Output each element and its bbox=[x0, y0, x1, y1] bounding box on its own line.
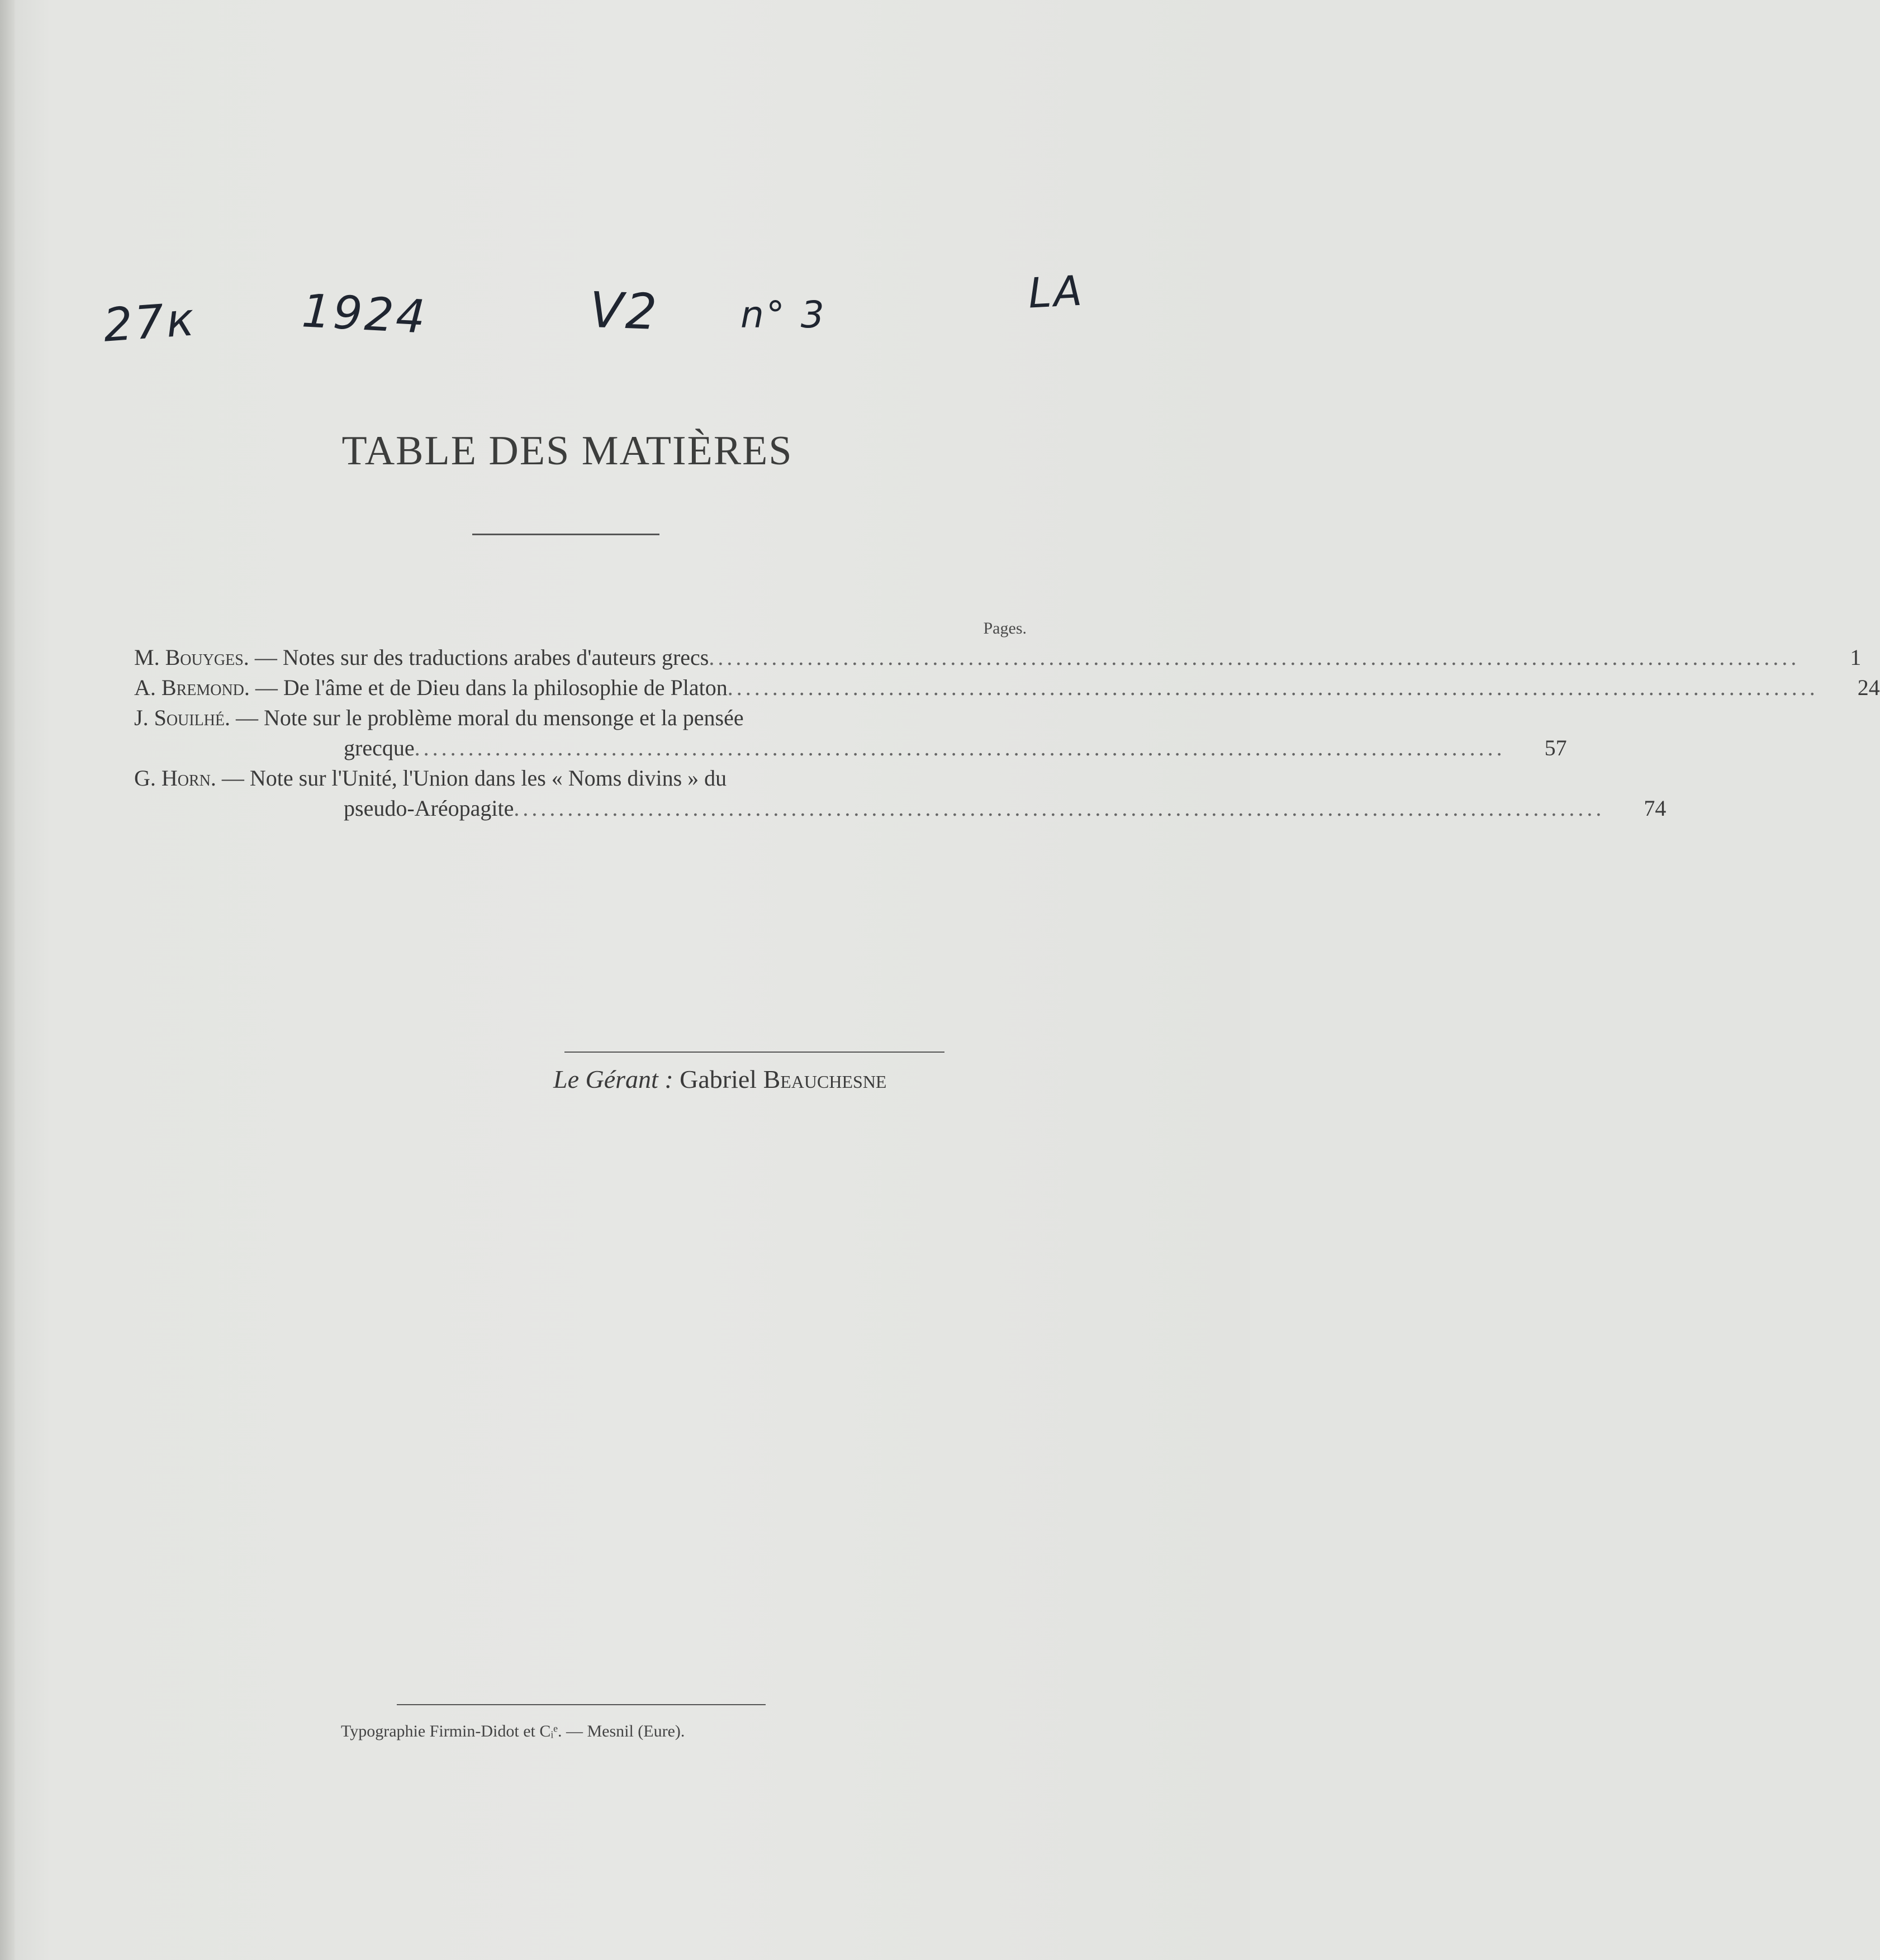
toc-author: M. Bouyges. bbox=[134, 645, 249, 670]
toc-entry-4-continuation bbox=[134, 793, 1667, 824]
toc-leader: .......................................................................................................................... bbox=[414, 735, 1506, 760]
handwritten-note-4: n° 3 bbox=[740, 293, 827, 336]
toc-entry-4 bbox=[134, 763, 1028, 793]
toc-page-number: 57 bbox=[1544, 735, 1567, 760]
gerant-line bbox=[553, 1064, 886, 1094]
handwritten-note-2: 1924 bbox=[300, 284, 429, 344]
toc-leader: .......................................................................................................................... bbox=[727, 675, 1819, 700]
toc-title: — Note sur l'Unité, l'Union dans les « Noms divins » du bbox=[216, 765, 727, 791]
page-title: TABLE DES MATIÈRES bbox=[341, 428, 793, 474]
toc-entry-3 bbox=[134, 703, 1028, 733]
handwritten-note-5: LA bbox=[1027, 267, 1086, 318]
handwritten-note-1: 27к bbox=[101, 293, 198, 353]
printer-imprint: Typographie Firmin-Didot et Cᵢᵉ. — Mesnil (Eure). bbox=[341, 1722, 685, 1740]
page-edge bbox=[0, 0, 15, 1960]
toc-entry-1 bbox=[134, 643, 1862, 673]
title-divider bbox=[472, 534, 659, 535]
table-of-contents bbox=[134, 643, 1880, 824]
toc-title: — Note sur le problème moral du mensonge et la pensée bbox=[230, 705, 744, 730]
toc-title: — Notes sur des traductions arabes d'auteurs grecs bbox=[249, 645, 709, 670]
gerant-divider bbox=[564, 1052, 944, 1053]
toc-author: A. Bremond. bbox=[134, 675, 250, 700]
toc-leader: .......................................................................................................................... bbox=[709, 645, 1800, 670]
toc-title-continuation: grecque bbox=[344, 735, 415, 760]
footer-divider bbox=[397, 1704, 766, 1705]
pages-column-label: Pages. bbox=[983, 619, 1027, 638]
toc-author: J. Souilhé. bbox=[134, 705, 231, 730]
toc-page-number: 74 bbox=[1644, 796, 1667, 821]
toc-page-number: 24 bbox=[1857, 675, 1880, 700]
toc-author: G. Horn. bbox=[134, 765, 216, 791]
gerant-label: Le Gérant : bbox=[553, 1065, 673, 1093]
gerant-surname: Beauchesne bbox=[763, 1065, 887, 1093]
toc-title-continuation: pseudo-Aréopagite bbox=[344, 796, 514, 821]
handwritten-note-3: V2 bbox=[588, 280, 660, 341]
toc-title: — De l'âme et de Dieu dans la philosophie de Platon bbox=[249, 675, 728, 700]
toc-leader: .......................................................................................................................... bbox=[514, 796, 1605, 821]
toc-entry-2 bbox=[134, 673, 1880, 703]
gerant-first-name: Gabriel bbox=[680, 1065, 757, 1093]
toc-page-number: 1 bbox=[1850, 645, 1862, 670]
toc-entry-3-continuation bbox=[134, 733, 1567, 763]
